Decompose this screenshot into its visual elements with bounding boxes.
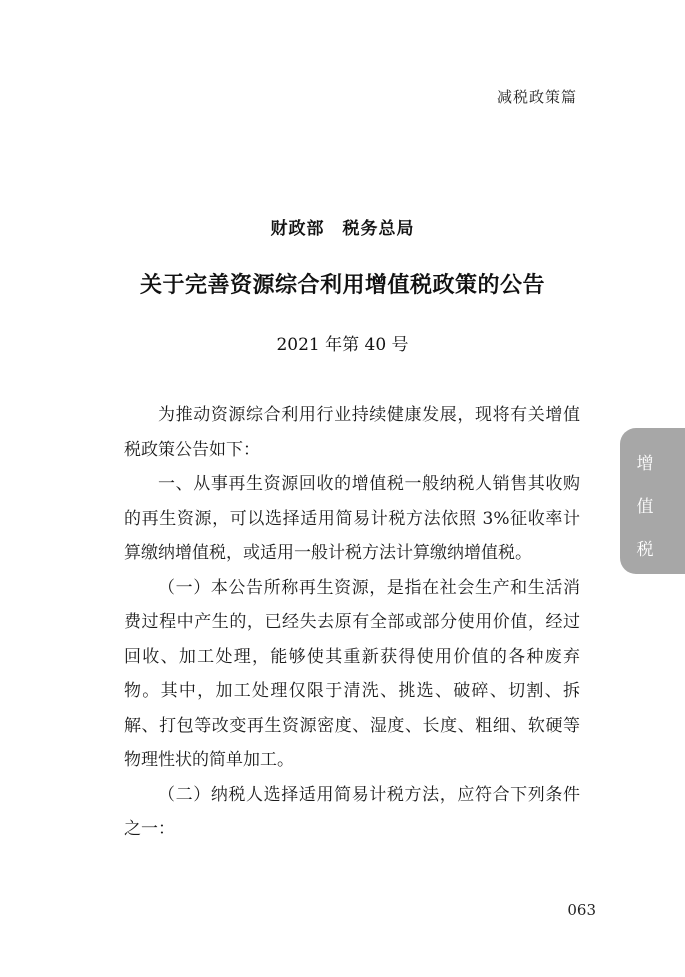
section-side-tab xyxy=(620,428,685,574)
document-title: 关于完善资源综合利用增值税政策的公告 xyxy=(139,272,545,298)
paragraph: （二）纳税人选择适用简易计税方法，应符合下列条件之一： xyxy=(124,784,580,839)
running-header: 减税政策篇 xyxy=(496,88,577,106)
side-tab-char: 值 xyxy=(636,497,654,517)
document-number: 2021 年第 40 号 xyxy=(276,335,409,355)
page-number: 063 xyxy=(567,901,596,919)
paragraph: 为推动资源综合利用行业持续健康发展，现将有关增值税政策公告如下： xyxy=(124,405,580,460)
issuer: 财政部 税务总局 xyxy=(270,219,415,239)
side-tab-char: 增 xyxy=(636,454,654,474)
paragraph: 一、从事再生资源回收的增值税一般纳税人销售其收购的再生资源，可以选择适用简易计税方法依照 3%征收率计算缴纳增值税，或适用一般计税方法计算缴纳增值税。 xyxy=(124,474,580,563)
paragraph: （一）本公告所称再生资源，是指在社会生产和生活消费过程中产生的，已经失去原有全部或部分使用价值，经过回收、加工处理，能够使其重新获得使用价值的各种废弃物。其中，加工处理仅限于清洗、挑选、破碎、切割、拆解、打包等改变再生资源密度、湿度、长度、粗细、软硬等物理性状的简单加工。 xyxy=(124,577,580,770)
document-body xyxy=(124,398,580,847)
side-tab-char: 税 xyxy=(636,540,654,560)
